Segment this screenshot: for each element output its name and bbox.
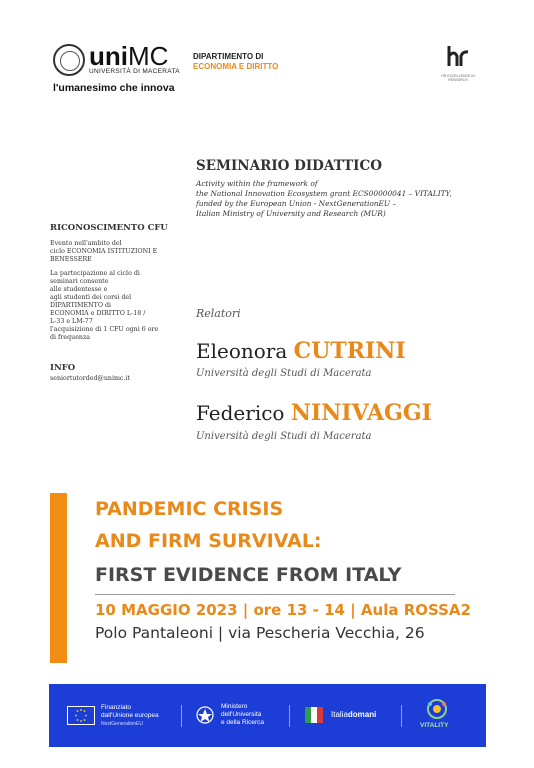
department-name: ECONOMIA E DIRITTO — [193, 62, 279, 71]
funding-separator — [181, 705, 182, 727]
speaker-last-name: NINIVAGGI — [290, 400, 432, 426]
speaker-affiliation: Università degli Studi di Macerata — [196, 368, 372, 379]
event-title-line1: PANDEMIC CRISIS — [95, 498, 284, 520]
cfu-text-line: l'acquisizione di 1 CFU ogni 6 ore — [50, 326, 159, 333]
title-divider — [95, 594, 455, 595]
cfu-text-line: BENESSERE — [50, 256, 92, 263]
eu-funding-line1: Finanziato — [101, 704, 131, 711]
italia-domani-icon — [303, 703, 327, 727]
speaker-last-name: CUTRINI — [293, 338, 406, 364]
cfu-text-line: DIPARTIMENTO di — [50, 302, 112, 309]
eu-flag-icon — [67, 706, 95, 725]
eu-funding-line3: NextGenerationEU — [101, 721, 143, 727]
seminar-description-line: Activity within the framework of — [196, 179, 318, 188]
event-location: Polo Pantaleoni | via Pescheria Vecchia, 26 — [95, 624, 425, 642]
ministry-line3: e della Ricerca — [221, 719, 264, 726]
cfu-text-line: seminari consente — [50, 278, 109, 285]
university-motto: l'umanesimo che innova — [53, 82, 175, 94]
cfu-text-line: Evento nell'ambito del — [50, 240, 122, 247]
cfu-text-line: agli studenti dei corsi del — [50, 294, 132, 301]
department-label: DIPARTIMENTO DI — [193, 52, 264, 61]
italia-domani-part2: domani — [347, 710, 377, 719]
university-subtitle: UNIVERSITÀ DI MACERATA — [89, 68, 180, 75]
ministry-line1: Ministero — [221, 703, 248, 710]
speakers-label: Relatori — [196, 307, 241, 320]
funding-separator — [401, 705, 402, 727]
unimc-wordmark — [89, 42, 168, 70]
ministry-line2: dell'Università — [221, 711, 262, 718]
cfu-text-line: di frequenza — [50, 334, 91, 341]
info-heading: INFO — [50, 363, 76, 373]
info-email-link[interactable]: seniortutorded@unimc.it — [50, 375, 130, 382]
italia-domani-part1: Italia — [331, 710, 348, 719]
event-title-line2: AND FIRM SURVIVAL: — [95, 530, 322, 552]
event-title-line3: FIRST EVIDENCE FROM ITALY — [95, 564, 402, 586]
vitality-wordmark: VITALITY — [420, 722, 449, 729]
eu-funding-line2: dall'Unione europea — [101, 712, 159, 719]
seminar-description-line: funded by the European Union - NextGenerationEU – — [196, 199, 397, 208]
unimc-seal-logo — [53, 44, 85, 76]
hr-excellence-logo-icon — [446, 44, 470, 70]
speaker-name — [196, 400, 432, 426]
cfu-text-line: alle studentesse e — [50, 286, 108, 293]
speaker-name — [196, 338, 406, 364]
vitality-logo-icon — [423, 698, 451, 720]
cfu-text-line: La partecipazione al ciclo di — [50, 270, 140, 277]
seminar-title: SEMINARIO DIDATTICO — [196, 158, 383, 174]
funding-separator — [289, 705, 290, 727]
cfu-text-line: ECONOMIA e DIRITTO L-18 / — [50, 310, 146, 317]
funding-logos-bar — [49, 684, 486, 747]
event-date-time-room: 10 MAGGIO 2023 | ore 13 - 14 | Aula ROSSA2 — [95, 601, 471, 619]
unimc-wordmark-bold: uni — [89, 41, 128, 71]
seminar-description-line: the National Innovation Ecosystem grant ECS00000041 – VITALITY, — [196, 189, 452, 198]
ministry-emblem-icon — [195, 704, 215, 726]
cfu-heading: RICONOSCIMENTO CFU — [50, 223, 168, 233]
unimc-wordmark-light: MC — [128, 41, 169, 71]
accent-bar — [50, 493, 67, 663]
italia-domani-wordmark — [331, 710, 376, 719]
speaker-first-name: Eleonora — [196, 339, 288, 363]
hr-logo-caption: HR EXCELLENCE IN RESEARCH — [441, 74, 475, 82]
seminar-description-line: Italian Ministry of University and Research (MUR) — [196, 209, 386, 218]
cfu-text-line: ciclo ECONOMIA ISTITUZIONI E — [50, 248, 158, 255]
speaker-affiliation: Università degli Studi di Macerata — [196, 431, 372, 442]
cfu-text-line: L-33 e LM-77 — [50, 318, 93, 325]
speaker-first-name: Federico — [196, 401, 285, 425]
